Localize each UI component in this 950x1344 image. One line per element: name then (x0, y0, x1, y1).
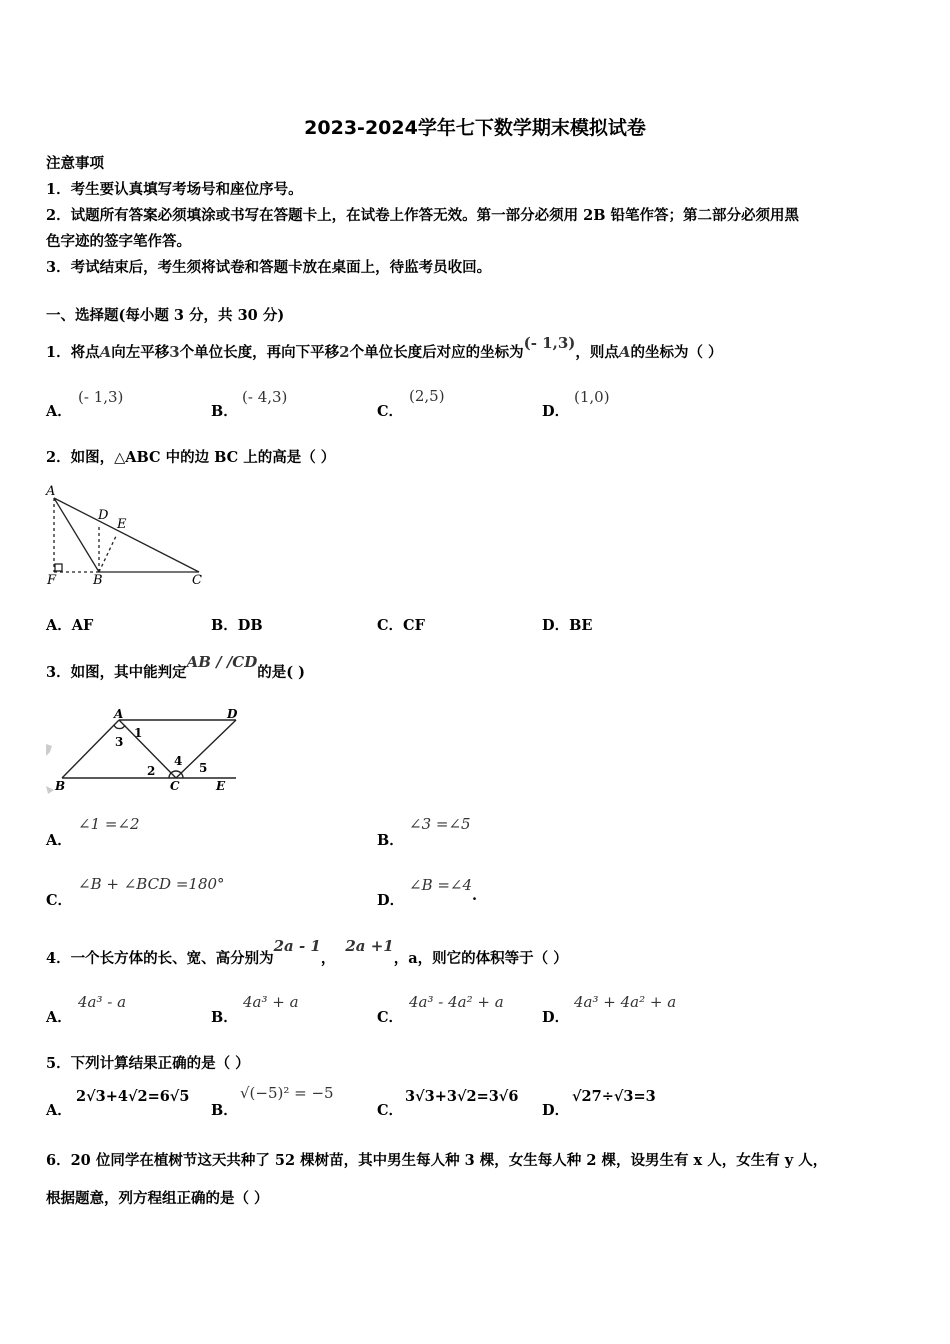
q4-option-d-value: 4a³ + 4a² + a (574, 993, 677, 1011)
q1-option-d-value: (1,0) (574, 388, 610, 406)
notice-item: 1．考生要认真填写考场号和座位序号。 (46, 181, 303, 198)
q1-stem: 1．将点A向左平移3个单位长度，再向下平移2个单位长度后对应的坐标为(- 1,3)，则点A的坐标为（ ） (46, 334, 723, 361)
segment-ab (62, 720, 119, 778)
q3-option-b-value: ∠3 =∠5 (409, 815, 471, 833)
q5-option-a[interactable]: A． (46, 1102, 72, 1119)
q1-option-a[interactable]: A． (46, 403, 72, 420)
q1-option-b[interactable]: B． (211, 403, 238, 420)
q5-option-c[interactable]: C． (377, 1102, 404, 1119)
label-b: B (55, 779, 66, 793)
notice-heading: 注意事项 (46, 155, 104, 172)
label-angle-5: 5 (199, 761, 208, 775)
label-e: E (216, 779, 226, 793)
label-c: C (170, 779, 180, 793)
notice-item: 3．考试结束后，考生须将试卷和答题卡放在桌面上，待监考员收回。 (46, 259, 492, 276)
q3-stem: 3．如图，其中能判定AB / /CD的是( ) (46, 653, 306, 681)
q4-stem: 4．一个长方体的长、宽、高分别为2a - 1，2a +1，a，则它的体积等于（ ） (46, 937, 568, 967)
q3-option-d-value: ∠B =∠4. (409, 876, 478, 904)
q5-option-a-value: 2√3+4√2=6√5 (76, 1088, 190, 1105)
label-b: B (93, 573, 103, 588)
notice-item: 2．试题所有答案必须填涂或书写在答题卡上，在试卷上作答无效。第一部分必须用 2B 铅笔作答；第二部分必须用黑 (46, 207, 800, 224)
q1-option-a-value: (- 1,3) (78, 388, 124, 406)
q3-figure (44, 706, 244, 798)
q3-option-c-value: ∠B + ∠BCD =180° (78, 875, 225, 893)
q1-option-c-value: (2,5) (409, 387, 445, 405)
label-c: C (192, 573, 202, 588)
q5-option-d-value: √27÷√3=3 (572, 1088, 656, 1105)
notice-item: 色字迹的签字笔作答。 (46, 233, 191, 250)
scan-smudge (46, 744, 52, 756)
q5-option-b[interactable]: B． (211, 1102, 238, 1119)
scan-smudge (46, 786, 54, 794)
q2-figure (44, 482, 214, 590)
label-a: A (114, 707, 124, 721)
label-angle-3: 3 (115, 735, 124, 749)
angle-arc-a (114, 725, 125, 729)
q5-option-d[interactable]: D． (542, 1102, 570, 1119)
right-angle-mark (55, 564, 62, 571)
label-f: F (47, 573, 57, 588)
q4-option-b-value: 4a³ + a (243, 993, 299, 1011)
q4-option-c-value: 4a³ - 4a² + a (409, 993, 504, 1011)
label-a: A (46, 484, 56, 499)
q6-stem-line2: 根据题意，列方程组正确的是（ ） (46, 1190, 269, 1207)
label-d: D (98, 508, 109, 523)
q1-option-b-value: (- 4,3) (242, 388, 288, 406)
q5-option-c-value: 3√3+3√2=3√6 (405, 1088, 519, 1105)
label-d: D (227, 707, 238, 721)
q4-option-c[interactable]: C． (377, 1009, 404, 1026)
label-angle-2: 2 (147, 764, 156, 778)
q3-option-c[interactable]: C． (46, 892, 73, 909)
q2-option-d[interactable]: D．BE (542, 617, 593, 634)
label-e: E (117, 517, 127, 532)
q3-option-d[interactable]: D． (377, 892, 405, 909)
q4-option-a-value: 4a³ - a (78, 993, 127, 1011)
page-title: 2023-2024学年七下数学期末模拟试卷 (304, 117, 646, 139)
q4-option-a[interactable]: A． (46, 1009, 72, 1026)
label-angle-1: 1 (134, 726, 143, 740)
segment-be (99, 534, 117, 572)
q1-option-c[interactable]: C． (377, 403, 404, 420)
q1-option-d[interactable]: D． (542, 403, 570, 420)
section-heading: 一、选择题(每小题 3 分，共 30 分) (46, 307, 285, 324)
q2-option-a[interactable]: A．AF (46, 617, 94, 634)
q2-option-b[interactable]: B．DB (211, 617, 263, 634)
q6-stem-line1: 6．20 位同学在植树节这天共种了 52 棵树苗，其中男生每人种 3 棵，女生每人种 2 棵，设男生有 x 人，女生有 y 人， (46, 1152, 828, 1169)
q3-option-a-value: ∠1 =∠2 (78, 815, 140, 833)
q4-option-d[interactable]: D． (542, 1009, 570, 1026)
q2-stem: 2．如图，△ABC 中的边 BC 上的高是（ ） (46, 449, 336, 466)
q4-option-b[interactable]: B． (211, 1009, 238, 1026)
q2-option-c[interactable]: C．CF (377, 617, 425, 634)
q5-stem: 5．下列计算结果正确的是（ ） (46, 1055, 250, 1072)
q5-option-b-value: √(−5)² = −5 (240, 1084, 334, 1102)
q3-option-a[interactable]: A． (46, 832, 72, 849)
q3-option-b[interactable]: B． (377, 832, 404, 849)
label-angle-4: 4 (174, 754, 183, 768)
